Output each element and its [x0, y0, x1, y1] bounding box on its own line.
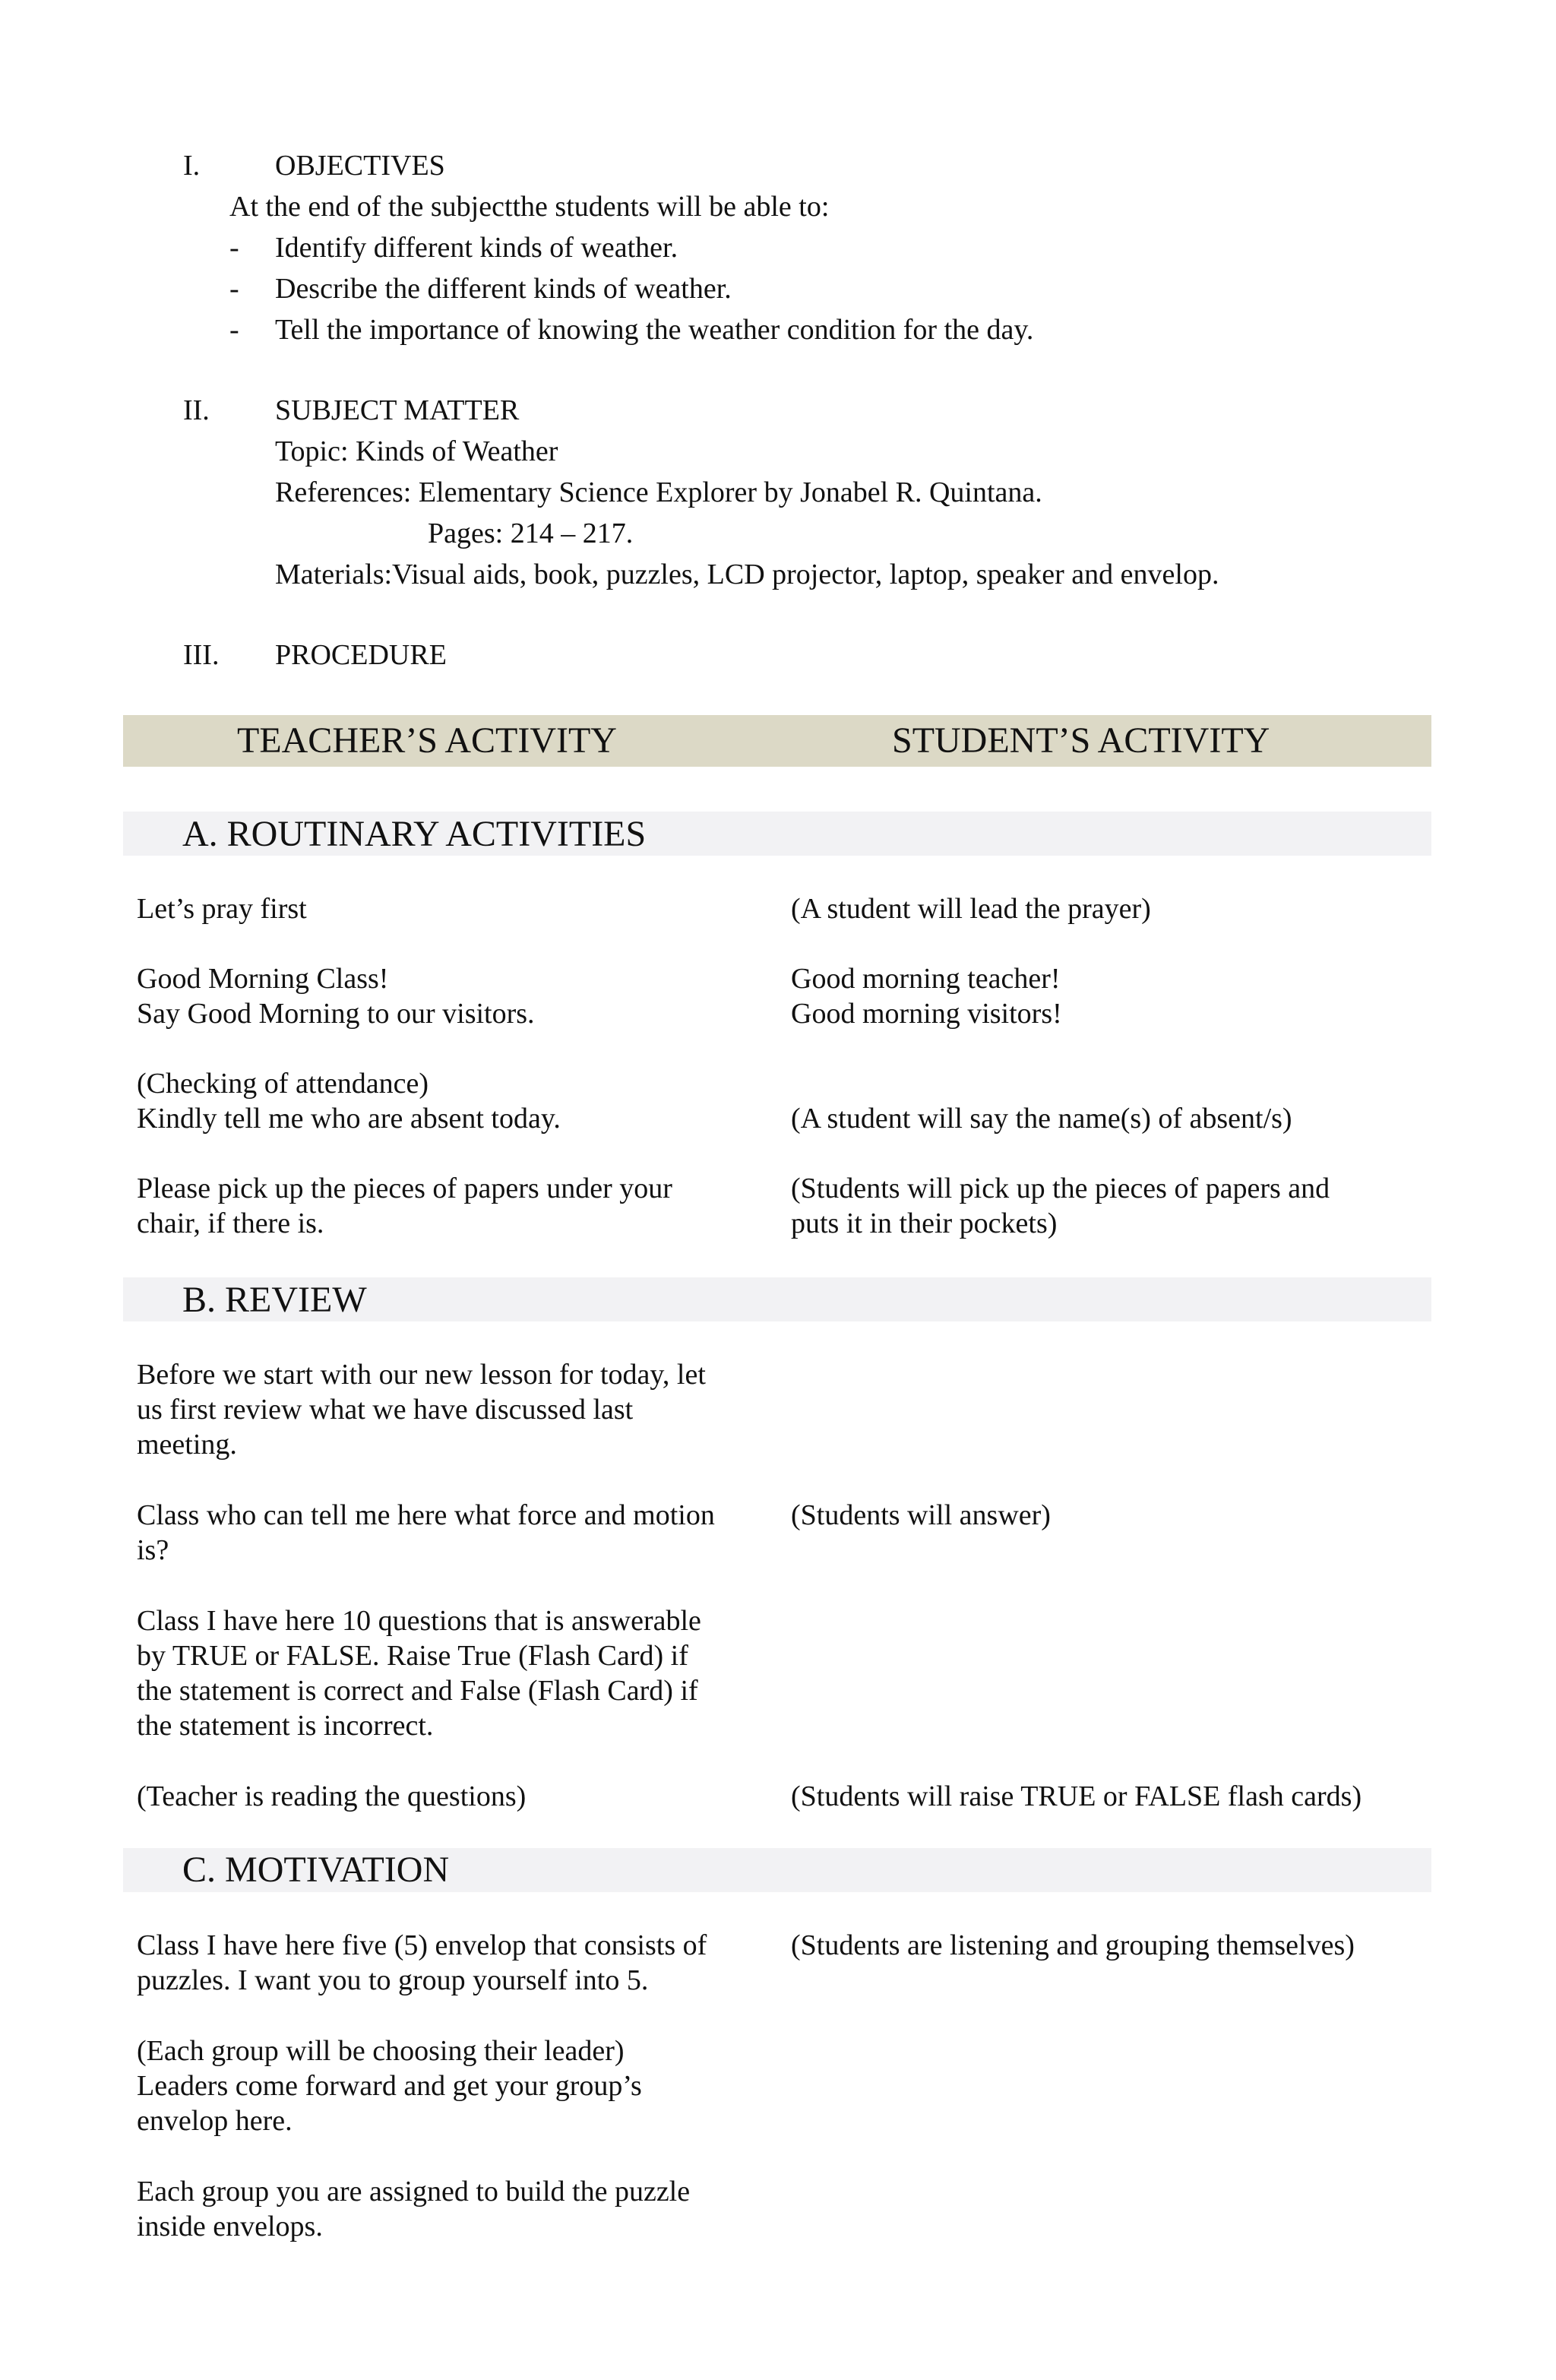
bullet-mark: - — [229, 232, 239, 264]
teacher-line: inside envelops. — [137, 2211, 323, 2242]
procedure-title: PROCEDURE — [275, 639, 447, 671]
student-activity-header: STUDENT’S ACTIVITY — [892, 720, 1270, 761]
section-title-routinary: A. ROUTINARY ACTIVITIES — [182, 814, 647, 854]
objective-item: Identify different kinds of weather. — [275, 232, 678, 264]
subject-matter-numeral: II. — [183, 394, 210, 426]
teacher-line: meeting. — [137, 1429, 237, 1461]
teacher-line: Class I have here five (5) envelop that consists of — [137, 1929, 707, 1961]
subject-matter-title: SUBJECT MATTER — [275, 394, 520, 426]
teacher-line: by TRUE or FALSE. Raise True (Flash Card) if — [137, 1640, 688, 1672]
teacher-activity-header: TEACHER’S ACTIVITY — [237, 720, 617, 761]
student-line: Good morning teacher! — [791, 963, 1061, 995]
teacher-line: is? — [137, 1534, 169, 1566]
pages-line: Pages: 214 – 217. — [428, 517, 634, 549]
teacher-line: chair, if there is. — [137, 1207, 324, 1239]
student-line: (A student will say the name(s) of absent/s) — [791, 1103, 1292, 1135]
teacher-line: Say Good Morning to our visitors. — [137, 998, 535, 1030]
objectives-intro: At the end of the subjectthe students will be able to: — [229, 191, 830, 223]
objective-item: Describe the different kinds of weather. — [275, 273, 732, 305]
teacher-line: Leaders come forward and get your group’s — [137, 2070, 642, 2102]
teacher-line: (Checking of attendance) — [137, 1068, 429, 1100]
objectives-title: OBJECTIVES — [275, 150, 445, 182]
objectives-numeral: I. — [183, 150, 201, 182]
teacher-line: Class who can tell me here what force and motion — [137, 1499, 715, 1531]
teacher-line: puzzles. I want you to group yourself into 5. — [137, 1964, 649, 1996]
references-line: References: Elementary Science Explorer by Jonabel R. Quintana. — [275, 476, 1042, 508]
student-line — [791, 1066, 1422, 1101]
teacher-line: Kindly tell me who are absent today. — [137, 1103, 561, 1135]
teacher-line: Let’s pray first — [137, 893, 307, 925]
student-line: (Students will raise TRUE or FALSE flash cards) — [791, 1780, 1362, 1812]
teacher-line: (Teacher is reading the questions) — [137, 1780, 527, 1812]
bullet-mark: - — [229, 314, 239, 346]
student-line: (Students are listening and grouping themselves) — [791, 1929, 1355, 1961]
objective-item: Tell the importance of knowing the weather condition for the day. — [275, 314, 1034, 346]
bullet-mark: - — [229, 273, 239, 305]
student-line: (Students will pick up the pieces of papers and — [791, 1173, 1330, 1204]
teacher-line: the statement is correct and False (Flash Card) if — [137, 1675, 698, 1707]
topic-line: Topic: Kinds of Weather — [275, 435, 558, 467]
student-line: (A student will lead the prayer) — [791, 893, 1151, 925]
procedure-numeral: III. — [183, 639, 220, 671]
teacher-line: Class I have here 10 questions that is answerable — [137, 1605, 701, 1637]
teacher-line: Each group you are assigned to build the puzzle — [137, 2176, 691, 2208]
section-title-motivation: C. MOTIVATION — [182, 1850, 450, 1890]
teacher-line: Good Morning Class! — [137, 963, 389, 995]
student-line: (Students will answer) — [791, 1499, 1051, 1531]
materials-line: Materials:Visual aids, book, puzzles, LCD projector, laptop, speaker and envelop. — [275, 559, 1219, 590]
section-title-review: B. REVIEW — [182, 1280, 367, 1320]
teacher-line: envelop here. — [137, 2105, 293, 2137]
teacher-line: (Each group will be choosing their leader) — [137, 2035, 625, 2067]
student-line: Good morning visitors! — [791, 998, 1062, 1030]
teacher-line: Before we start with our new lesson for today, let — [137, 1359, 706, 1391]
teacher-line: the statement is incorrect. — [137, 1710, 434, 1742]
teacher-line: Please pick up the pieces of papers under your — [137, 1173, 672, 1204]
teacher-line: us first review what we have discussed last — [137, 1394, 634, 1426]
student-line: puts it in their pockets) — [791, 1207, 1058, 1239]
